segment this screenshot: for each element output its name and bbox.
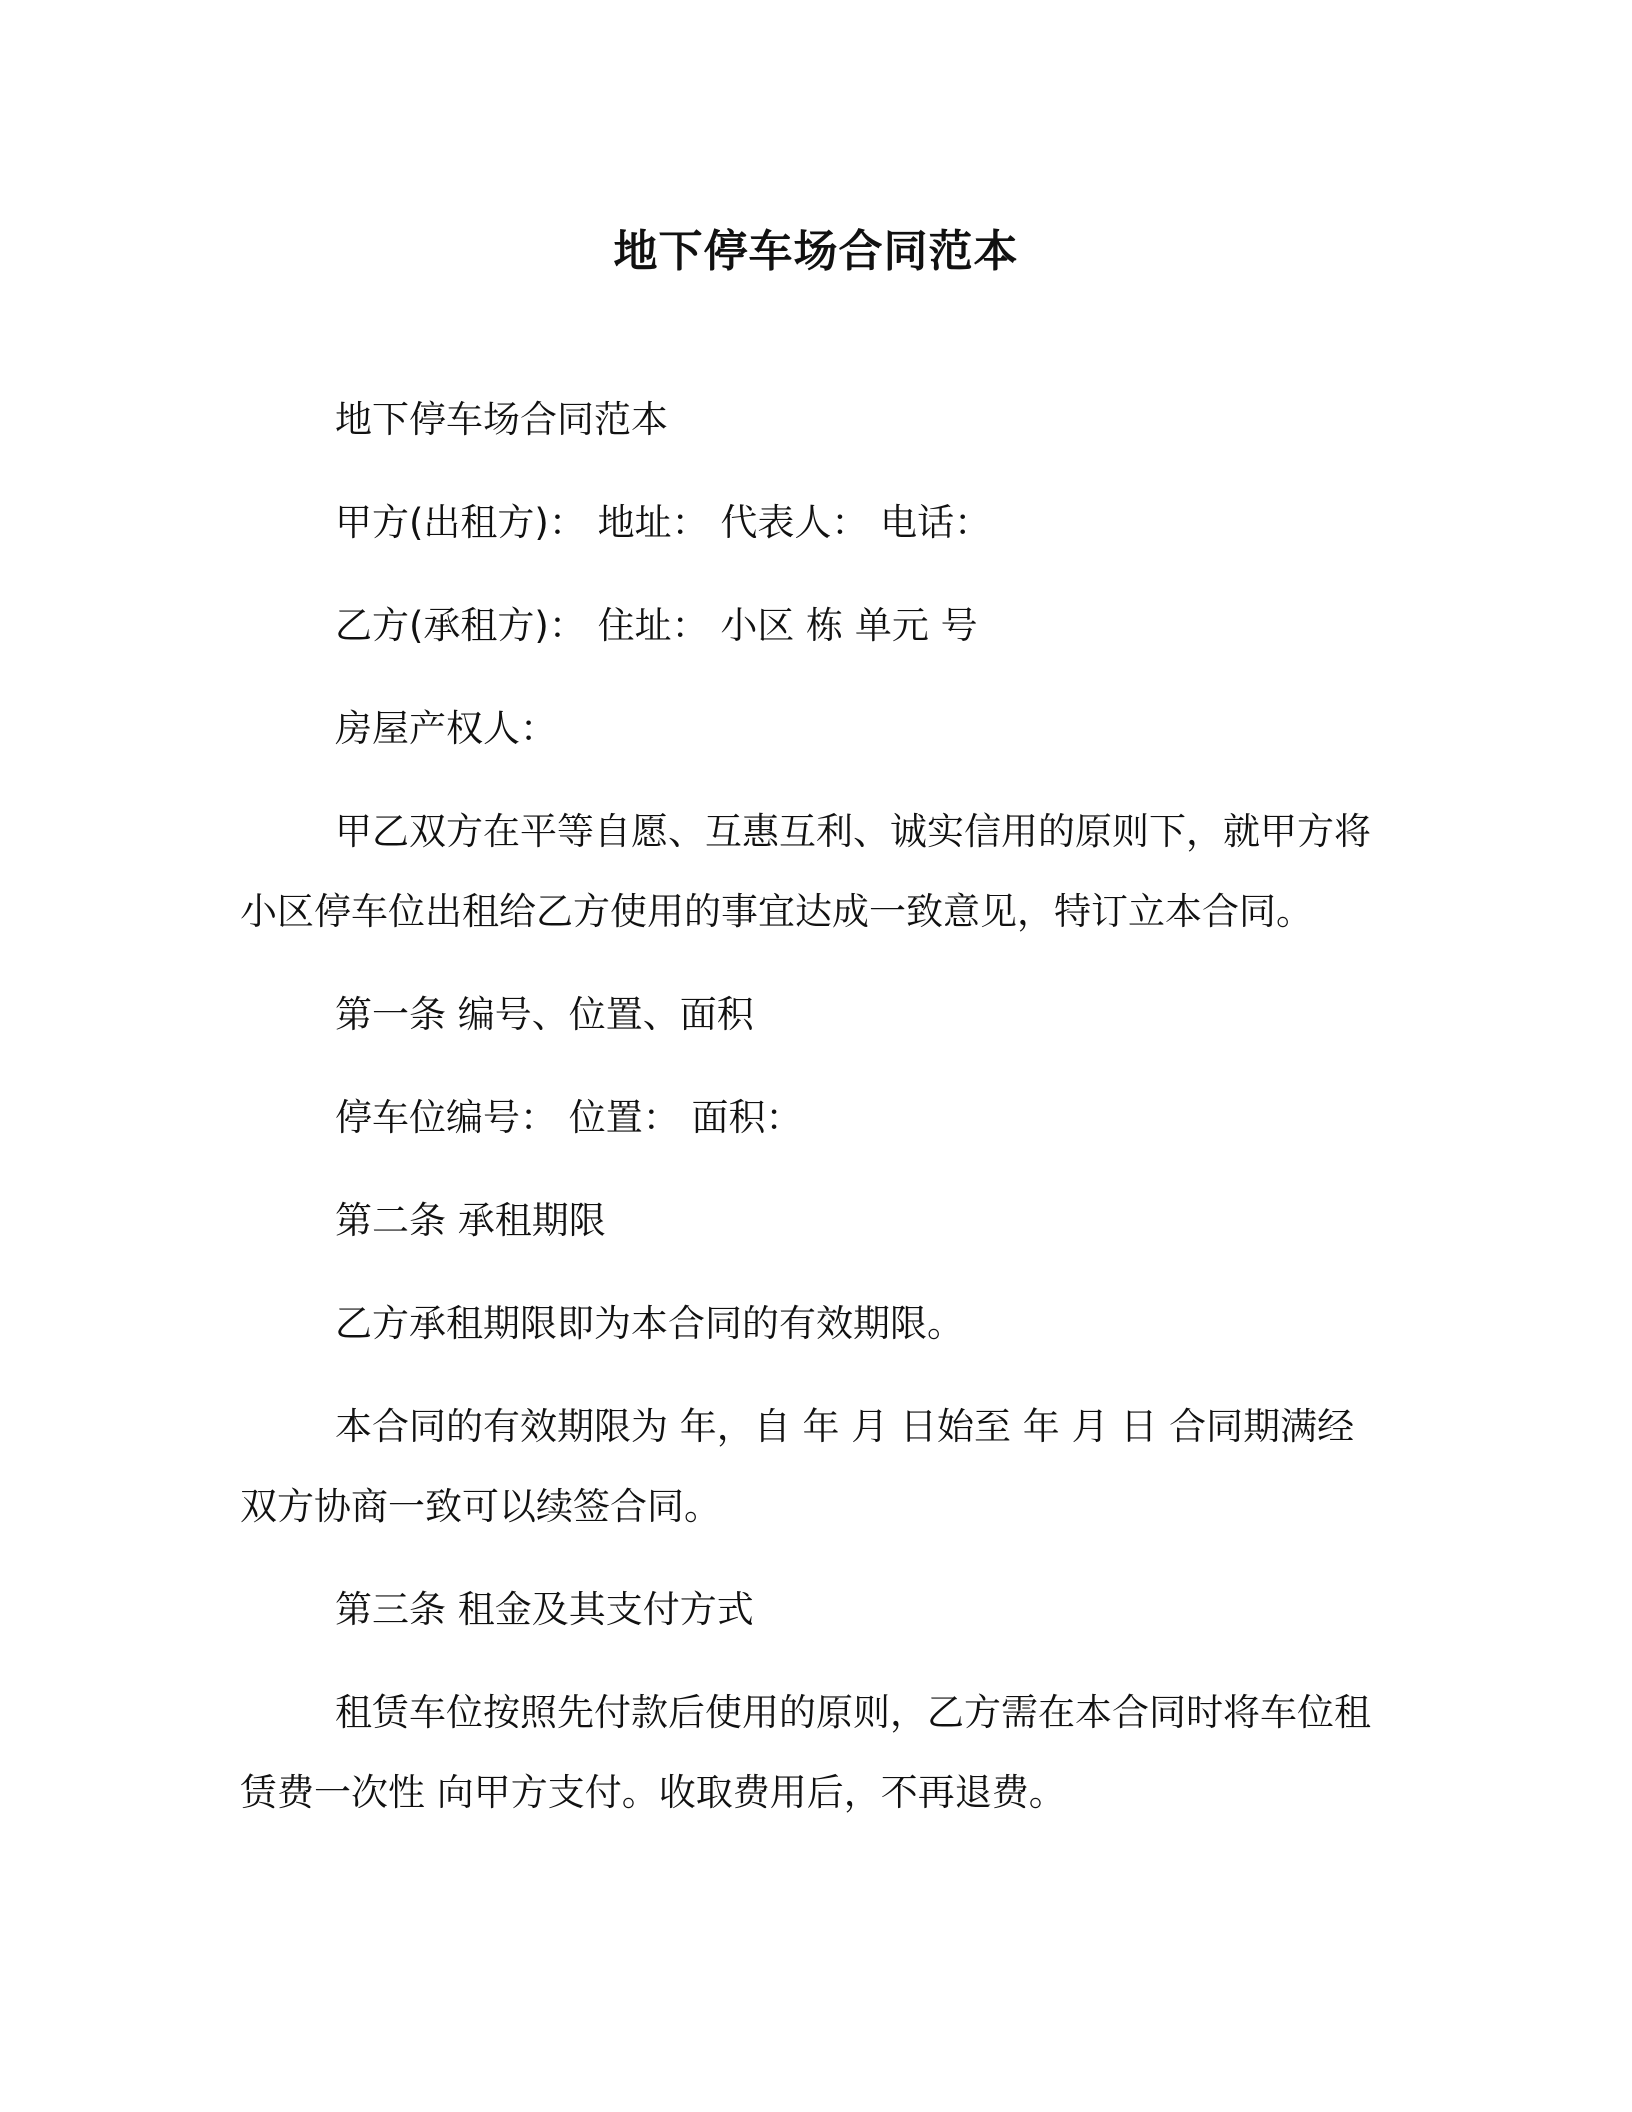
article-2-duration-paragraph: 本合同的有效期限为 年，自 年 月 日始至 年 月 日 合同期满经双方协商一致可以续签合同。 xyxy=(240,1405,1355,1528)
party-b-paragraph: 乙方(承租方)： 住址： 小区 栋 单元 号 xyxy=(335,604,978,647)
article-2-heading: 第二条 承租期限 xyxy=(335,1199,606,1242)
article-3-payment-paragraph: 租赁车位按照先付款后使用的原则，乙方需在本合同时将车位租赁费一次性 向甲方支付。收取费用后，不再退费。 xyxy=(240,1691,1371,1814)
party-a-paragraph: 甲方(出租方)： 地址： 代表人： 电话： xyxy=(335,501,992,544)
article-1-heading: 第一条 编号、位置、面积 xyxy=(335,993,754,1036)
article-2-term-paragraph: 乙方承租期限即为本合同的有效期限。 xyxy=(335,1302,964,1345)
property-owner-paragraph: 房屋产权人： xyxy=(335,707,557,750)
document-title: 地下停车场合同范本 xyxy=(613,226,1019,277)
article-1-details: 停车位编号： 位置： 面积： xyxy=(335,1096,803,1139)
preamble-paragraph: 甲乙双方在平等自愿、互惠互利、诚实信用的原则下，就甲方将小区停车位出租给乙方使用的事宜达成一致意见，特订立本合同。 xyxy=(240,810,1371,933)
article-3-heading: 第三条 租金及其支付方式 xyxy=(335,1588,754,1631)
subtitle-paragraph: 地下停车场合同范本 xyxy=(335,398,668,441)
document-body xyxy=(240,380,1380,1833)
